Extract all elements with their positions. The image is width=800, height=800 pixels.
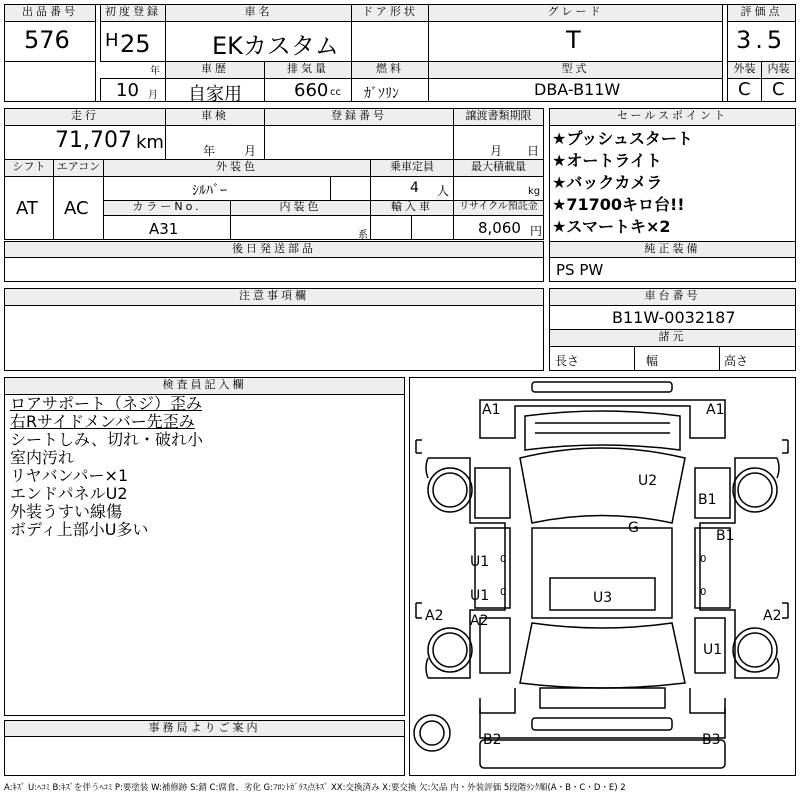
color-divider: [330, 176, 371, 201]
transfer-month-unit: 月: [490, 144, 503, 158]
mark-u1-a: U1: [470, 554, 490, 570]
height-label: 高さ: [724, 354, 749, 368]
sales-label: セールスポイント: [549, 108, 796, 126]
later-parts-cell: [4, 257, 544, 282]
inspector-line: リヤバンパー×1: [10, 466, 129, 485]
import-cell: [370, 215, 412, 240]
equipment: PS PW: [556, 261, 604, 279]
inspector-line: 外装うすい線傷: [10, 502, 123, 521]
grade-label: グレード: [428, 4, 723, 22]
mark-b1-upper: B1: [698, 492, 717, 508]
car-diagram: [409, 377, 796, 776]
mark-b3: B3: [702, 732, 721, 748]
first-reg-label: 初度登録: [100, 4, 166, 22]
import-cell-2: [411, 215, 454, 240]
displacement-label: 排気量: [264, 61, 352, 79]
era: H: [105, 30, 119, 51]
ext-label: 外装: [727, 61, 762, 79]
model-label: 型式: [428, 61, 723, 79]
reg-no-cell: [264, 125, 454, 160]
int-grade: C: [772, 79, 785, 100]
inspector-line: 右Rサイドメンバー先歪み: [10, 412, 195, 431]
svg-text:0: 0: [500, 554, 507, 565]
load-label: 最大積載量: [453, 159, 544, 177]
capacity-label: 乗車定員: [370, 159, 454, 177]
reg-year: 25: [120, 30, 151, 58]
mileage-unit: km: [136, 132, 164, 153]
damage-marks: [425, 402, 781, 748]
mark-a2-mid: A2: [470, 613, 489, 629]
mark-u3: U3: [593, 590, 613, 606]
notes-cell: [4, 305, 544, 371]
load-unit: kg: [528, 186, 541, 197]
inspector-lines: [10, 395, 203, 539]
dims-label: 諸元: [549, 329, 796, 347]
shift: AT: [16, 198, 38, 219]
score: 3.5: [736, 26, 787, 54]
capacity: 4: [410, 180, 419, 196]
lot-label: 出品番号: [4, 4, 96, 22]
color-no: A31: [149, 220, 179, 238]
inspector-line: ロアサポート（ネジ）歪み: [10, 394, 203, 413]
inspector-line: 室内汚れ: [10, 448, 75, 467]
int-color-label: 内装色: [230, 200, 371, 216]
model: DBA-B11W: [534, 80, 621, 99]
reg-no-label: 登録番号: [264, 108, 454, 126]
car-name: EKカスタム: [212, 32, 339, 60]
inspector-label: 検査員記入欄: [4, 377, 405, 395]
color-label: 外装色: [103, 159, 371, 177]
mark-b1-lower: B1: [716, 528, 735, 544]
shift-label: シフト: [4, 159, 54, 177]
inspector-line: ボディ上部小U多い: [10, 520, 149, 539]
color-no-label: カラーNo.: [103, 200, 231, 216]
mileage-label: 走行: [4, 108, 166, 126]
notes-label: 注意事項欄: [4, 288, 544, 306]
mileage: 71,707: [55, 128, 132, 153]
ac: AC: [64, 198, 89, 219]
sales-point: ★71700キロ台!!: [552, 195, 685, 214]
chassis-number: B11W-0032187: [612, 308, 736, 327]
mark-g: G: [628, 520, 639, 536]
displacement-unit: cc: [330, 87, 341, 98]
mark-u1-b: U1: [470, 588, 490, 604]
svg-text:0: 0: [700, 554, 707, 565]
lot-empty: [4, 61, 96, 102]
equipment-label: 純正装備: [549, 241, 796, 258]
sales-points: [552, 128, 693, 238]
chassis-label: 車台番号: [549, 288, 796, 306]
ac-label: エアコン: [53, 159, 104, 177]
year-unit: 年: [150, 66, 160, 77]
lot-number: 576: [24, 26, 70, 54]
mark-u2: U2: [638, 473, 658, 489]
sales-point: ★オートライト: [552, 151, 662, 170]
fuel-label: 燃料: [351, 61, 429, 79]
displacement: 660: [294, 80, 329, 101]
recycle-unit: 円: [530, 224, 543, 238]
sales-point: ★スマートキ×2: [552, 217, 671, 236]
int-color-cell: [230, 215, 371, 240]
car-name-label: 車名: [165, 4, 352, 22]
svg-text:0: 0: [700, 587, 707, 598]
legend: A:ｷｽﾞ U:ﾍｺﾐ B:ｷｽﾞを伴うﾍｺﾐ P:要塗装 W:補修跡 S:錆 C:腐食、劣化 G:ﾌﾛﾝﾄｶﾞﾗｽ点ｷｽﾞ XX:交換済み X:要交換 欠:欠品 内・外装評価 5段階ﾗﾝｸ順(A・B・C・D・E) 2: [4, 783, 626, 793]
import-label: 輸入車: [370, 200, 454, 216]
recycle: 8,060: [478, 219, 521, 237]
sales-point: ★プッシュスタート: [552, 129, 693, 148]
grade: T: [566, 26, 581, 54]
mark-a1-left: A1: [482, 402, 501, 418]
color: ｼﾙﾊﾞｰ: [192, 183, 227, 199]
inspector-line: エンドパネルU2: [10, 484, 128, 503]
history: 自家用: [188, 84, 242, 105]
width-label: 幅: [646, 354, 659, 368]
mark-a1-right: A1: [706, 402, 725, 418]
month-unit: 月: [148, 90, 158, 101]
int-label: 内装: [761, 61, 796, 79]
sales-point: ★バックカメラ: [552, 173, 663, 192]
door-label: ドア形状: [351, 4, 429, 22]
car-diagram-svg: [410, 378, 795, 775]
inspection-label: 車検: [165, 108, 265, 126]
later-parts-label: 後日発送部品: [4, 241, 544, 258]
transfer-label: 譲渡書類期限: [453, 108, 544, 126]
insp-month-unit: 月: [244, 144, 257, 158]
office-cell: [4, 736, 405, 776]
score-label: 評価点: [727, 4, 796, 22]
history-label: 車歴: [165, 61, 265, 79]
capacity-unit: 人: [437, 184, 450, 198]
door-cell: [351, 21, 429, 62]
mark-u1-right: U1: [703, 642, 723, 658]
mark-b2: B2: [483, 732, 502, 748]
mark-a2-left: A2: [425, 608, 444, 624]
reg-month: 10: [116, 80, 139, 101]
length-label: 長さ: [555, 354, 580, 368]
mark-a2-right: A2: [763, 608, 782, 624]
office-label: 事務局よりご案内: [4, 720, 405, 737]
inspector-line: シートしみ、切れ・破れ小: [10, 430, 203, 449]
int-color-unit: 系: [358, 230, 368, 241]
svg-text:0: 0: [500, 587, 507, 598]
insp-year-unit: 年: [203, 144, 216, 158]
recycle-label: リサイクル預託金: [453, 200, 544, 216]
ext-grade: C: [738, 79, 751, 100]
fuel: ｶﾞｿﾘﾝ: [364, 86, 399, 102]
transfer-day-unit: 日: [527, 144, 540, 158]
